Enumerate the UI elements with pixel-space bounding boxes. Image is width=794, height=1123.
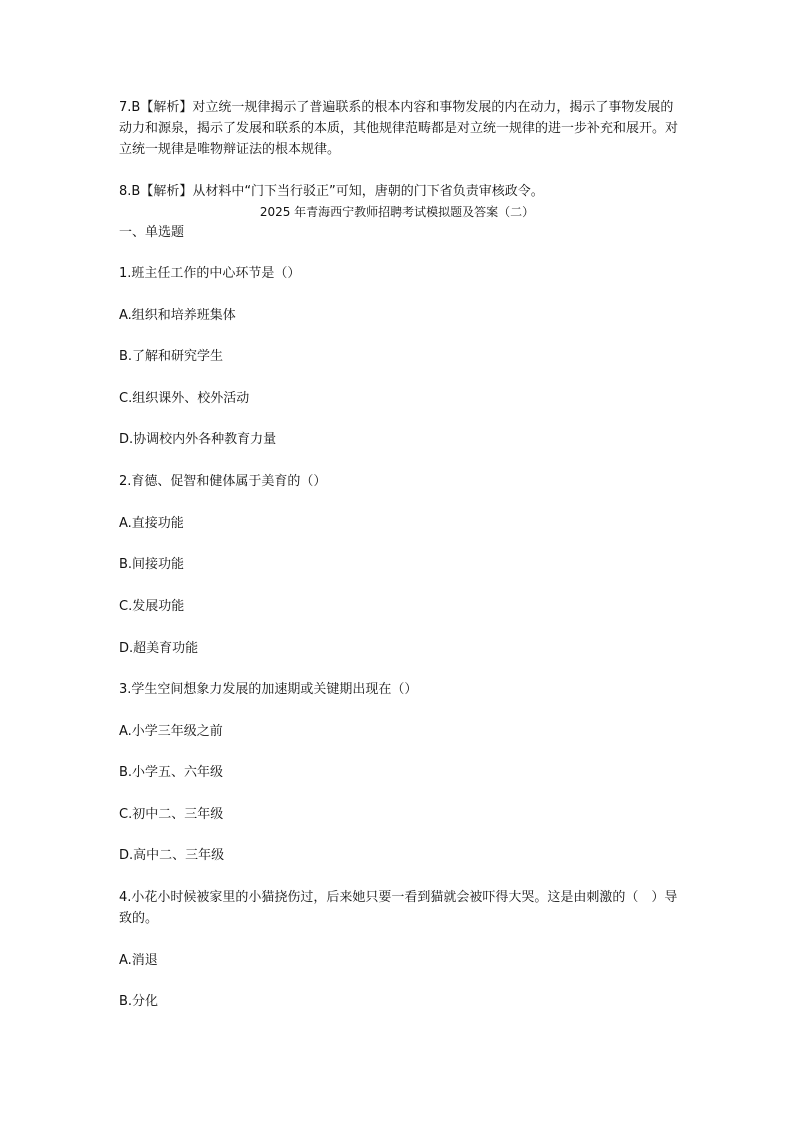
document-title: 2025 年青海西宁教师招聘考试模拟题及答案（二） — [259, 205, 535, 219]
question-2-stem: 2.育德、促智和健体属于美育的（） — [119, 474, 327, 489]
question-3-stem: 3.学生空间想象力发展的加速期或关键期出现在（） — [119, 682, 418, 697]
question-3-option-c: C.初中二、三年级 — [119, 807, 224, 822]
question-1-option-b: B.了解和研究学生 — [119, 349, 224, 364]
question-1-stem: 1.班主任工作的中心环节是（） — [119, 266, 301, 281]
question-3-option-a: A.小学三年级之前 — [119, 724, 223, 739]
question-4-option-a: A.消退 — [119, 953, 158, 968]
answer-7-explanation: 7.B【解析】对立统一规律揭示了普遍联系的根本内容和事物发展的内在动力，揭示了事物发展的动力和源泉，揭示了发展和联系的本质，其他规律范畴都是对立统一规律的进一步补充和展开。对立统一规律是唯物辩证法的根本规律。 — [119, 100, 679, 157]
question-2-option-d: D.超美育功能 — [119, 641, 199, 656]
question-2-option-a: A.直接功能 — [119, 516, 184, 531]
question-1-option-d: D.协调校内外各种教育力量 — [119, 432, 277, 447]
question-2-option-c: C.发展功能 — [119, 599, 185, 614]
question-4-stem: 4.小花小时候被家里的小猫挠伤过，后来她只要一看到猫就会被吓得大哭。这是由刺激的（ ）导致的。 — [119, 890, 678, 926]
question-2-option-b: B.间接功能 — [119, 557, 185, 572]
question-1-option-c: C.组织课外、校外活动 — [119, 391, 250, 406]
question-3-option-b: B.小学五、六年级 — [119, 765, 224, 780]
question-3-option-d: D.高中二、三年级 — [119, 848, 225, 863]
question-4-option-b: B.分化 — [119, 994, 159, 1009]
section-heading: 一、单选题 — [119, 225, 185, 240]
question-1-option-a: A.组织和培养班集体 — [119, 308, 236, 323]
answer-8-explanation: 8.B【解析】从材料中“门下当行驳正”可知，唐朝的门下省负责审核政令。 — [119, 184, 544, 199]
